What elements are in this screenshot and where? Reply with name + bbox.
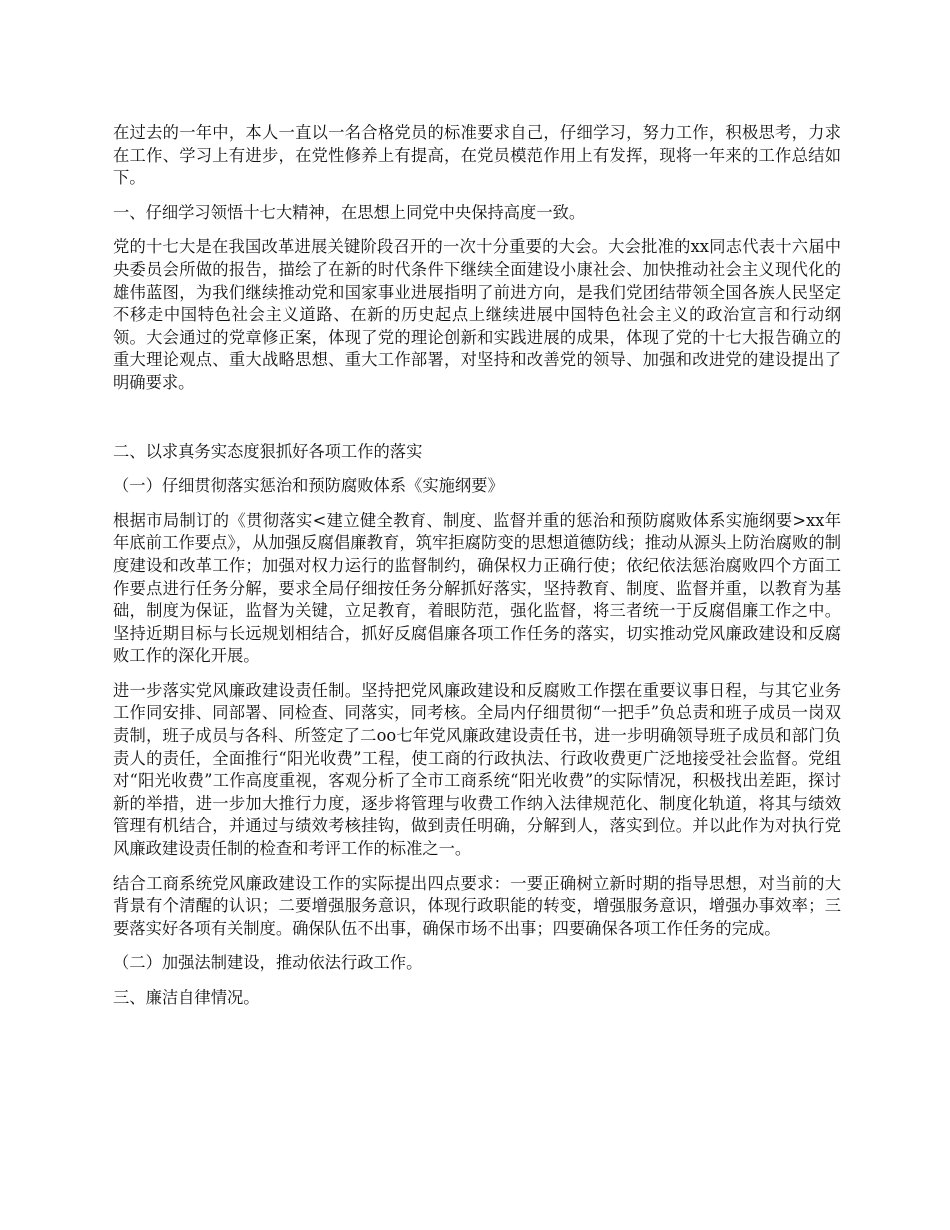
subsection-2-1-paragraph-2: 进一步落实党风廉政建设责任制。坚持把党风廉政建设和反腐败工作摆在重要议事日程，与其它业务工作同安排、同部署、同检查、同落实，同考核。全局内仔细贯彻“一把手”负总责和班子成员一岗双责制，班子成员与各科、所签定了二oo七年党风廉政建设责任书，进一步明确领导班子成员和部门负责人的责任，全面推行“阳光收费”工程，使工商的行政执法、行政收费更广泛地接受社会监督。党组对“阳光收费”工作高度重视，客观分析了全市工商系统“阳光收费”的实际情况，积极找出差距，探讨新的举措，进一步加大推行力度，逐步将管理与收费工作纳入法律规范化、制度化轨道，将其与绩效管理有机结合，并通过与绩效考核挂钩，做到责任明确，分解到人，落实到位。并以此作为对执行党风廉政建设责任制的检查和考评工作的标准之一。 xyxy=(113,680,841,859)
blank-gap xyxy=(113,407,841,441)
intro-paragraph: 在过去的一年中，本人一直以一名合格党员的标准要求自己，仔细学习，努力工作，积极思考，力求在工作、学习上有进步，在党性修养上有提高，在党员模范作用上有发挥，现将一年来的工作总结如下。 xyxy=(113,123,841,188)
section-heading-1: 一、仔细学习领悟十七大精神，在思想上同党中央保持高度一致。 xyxy=(113,202,586,222)
section-heading-3: 三、廉洁自律情况。 xyxy=(113,988,260,1007)
section-heading-2: 二、以求真务实态度狠抓好各项工作的落实 xyxy=(113,441,423,461)
subsection-heading-2-2: （二）加强法制建设，推动依法行政工作。 xyxy=(113,953,423,973)
section-1-paragraph: 党的十七大是在我国改革进展关键阶段召开的一次十分重要的大会。大会批准的xx同志代表十六届中央委员会所做的报告，描绘了在新的时代条件下继续全面建设小康社会、加快推动社会主义现代化的雄伟蓝图，为我们继续推动党和国家事业进展指明了前进方向，是我们党团结带领全国各族人民坚定不移走中国特色社会主义道路、在新的历史起点上继续进展中国特色社会主义的政治宣言和行动纲领。大会通过的党章修正案，体现了党的理论创新和实践进展的成果，体现了党的十七大报告确立的重大理论观点、重大战略思想、重大工作部署，对坚持和改善党的领导、加强和改进党的建设提出了明确要求。 xyxy=(113,237,841,392)
subsection-2-1-paragraph-1: 根据市局制订的《贯彻落实<建立健全教育、制度、监督并重的惩治和预防腐败体系实施纲要>xx年年底前工作要点》，从加强反腐倡廉教育，筑牢拒腐防变的思想道德防线；推动从源头上防治腐败的制度建设和改革工作；加强对权力运行的监督制约，确保权力正确行使；依纪依法惩治腐败四个方面工作要点进行任务分解，要求全局仔细按任务分解抓好落实，坚持教育、制度、监督并重，以教育为基础，制度为保证，监督为关键，立足教育，着眼防范，强化监督，将三者统一于反腐倡廉工作之中。坚持近期目标与长远规划相结合，抓好反腐倡廉各项工作任务的落实，切实推动党风廉政建设和反腐败工作的深化开展。 xyxy=(113,510,841,666)
document-body xyxy=(113,122,841,1022)
subsection-heading-2-1: （一）仔细贯彻落实惩治和预防腐败体系《实施纲要》 xyxy=(113,476,504,496)
subsection-2-1-paragraph-3: 结合工商系统党风廉政建设工作的实际提出四点要求：一要正确树立新时期的指导思想，对当前的大背景有个清醒的认识；二要增强服务意识，体现行政职能的转变，增强服务意识，增强办事效率；三要落实好各项有关制度。确保队伍不出事，确保市场不出事；四要确保各项工作任务的完成。 xyxy=(113,873,841,938)
